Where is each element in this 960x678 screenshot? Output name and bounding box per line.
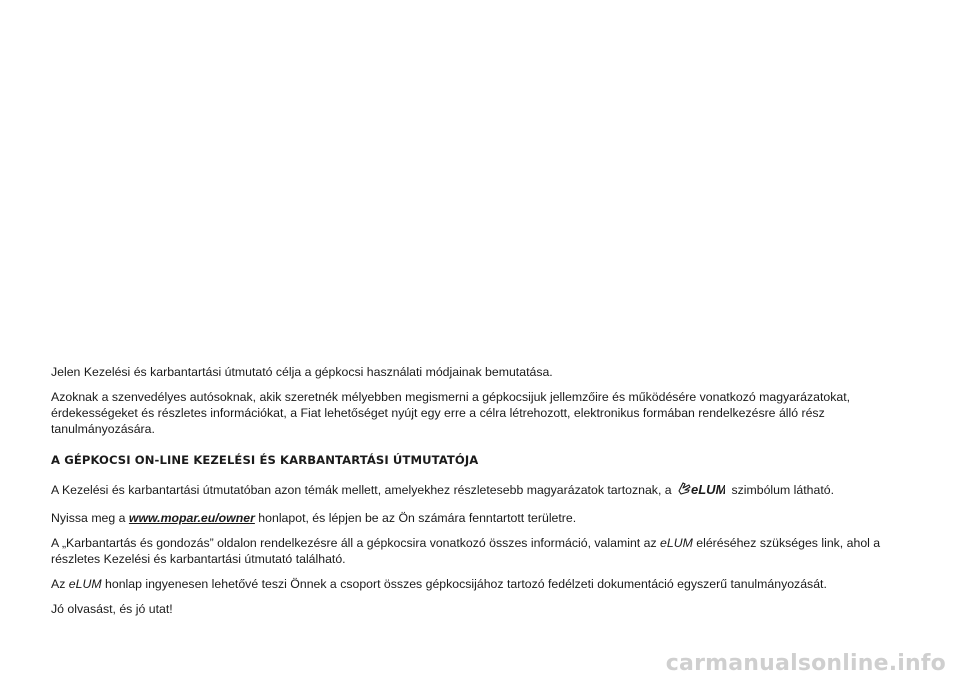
elum-site-text-after: honlap ingyenesen lehetővé teszi Önnek a csoport összes gépkocsijához tartozó fedélzeti dokumentáció egyszerű tanulmányozását. bbox=[105, 577, 827, 591]
open-site-text-after: honlapot, és lépjen be az Ön számára fenntartott területre. bbox=[258, 511, 577, 525]
elum-term: eLUM bbox=[660, 536, 693, 550]
elum-icon bbox=[677, 479, 725, 501]
open-site-text-before: Nyissa meg a bbox=[51, 511, 126, 525]
care-page-text-after: eléréséhez szükséges link, ahol a részletes Kezelési és karbantartási útmutató található. bbox=[51, 536, 881, 566]
elum-site-text-before: Az bbox=[51, 577, 66, 591]
elum-site-paragraph bbox=[51, 576, 911, 592]
topics-text-after: szimbólum látható. bbox=[731, 483, 835, 497]
open-site-paragraph bbox=[51, 510, 911, 526]
elum-term-2: eLUM bbox=[68, 577, 102, 591]
care-page-paragraph bbox=[51, 535, 911, 567]
closing-paragraph: Jó olvasást, és jó utat! bbox=[51, 602, 173, 616]
enthusiasts-paragraph: Azoknak a szenvedélyes autósoknak, akik szeretnék mélyebben megismerni a gépkocsijuk jellemzőire és működésére vonatkozó magyarázatokat, érdekességeket és részletes információkat, a Fiat lehetőséget nyújt egy erre a célra létrehozott, elektronikus formában rendelkezésre álló rész tanulmányozására. bbox=[51, 390, 851, 436]
watermark: carmanualsonline.info bbox=[665, 651, 946, 676]
section-heading: A GÉPKOCSI ON-LINE KEZELÉSI ÉS KARBANTARTÁSI ÚTMUTATÓJA bbox=[51, 453, 479, 467]
topics-paragraph bbox=[51, 479, 911, 501]
intro-paragraph: Jelen Kezelési és karbantartási útmutató célja a gépkocsi használati módjainak bemutatása. bbox=[51, 365, 553, 379]
mopar-owner-link[interactable]: www.mopar.eu/owner bbox=[128, 511, 255, 525]
svg-text:eLUM: eLUM bbox=[691, 482, 726, 497]
topics-text-before: A Kezelési és karbantartási útmutatóban azon témák mellett, amelyekhez részletesebb magyarázatok tartoznak, a bbox=[51, 483, 672, 497]
document-body bbox=[51, 364, 911, 626]
care-page-text-before: A „Karbantartás és gondozás” oldalon rendelkezésre áll a gépkocsira vonatkozó összes információ, valamint az bbox=[51, 536, 657, 550]
